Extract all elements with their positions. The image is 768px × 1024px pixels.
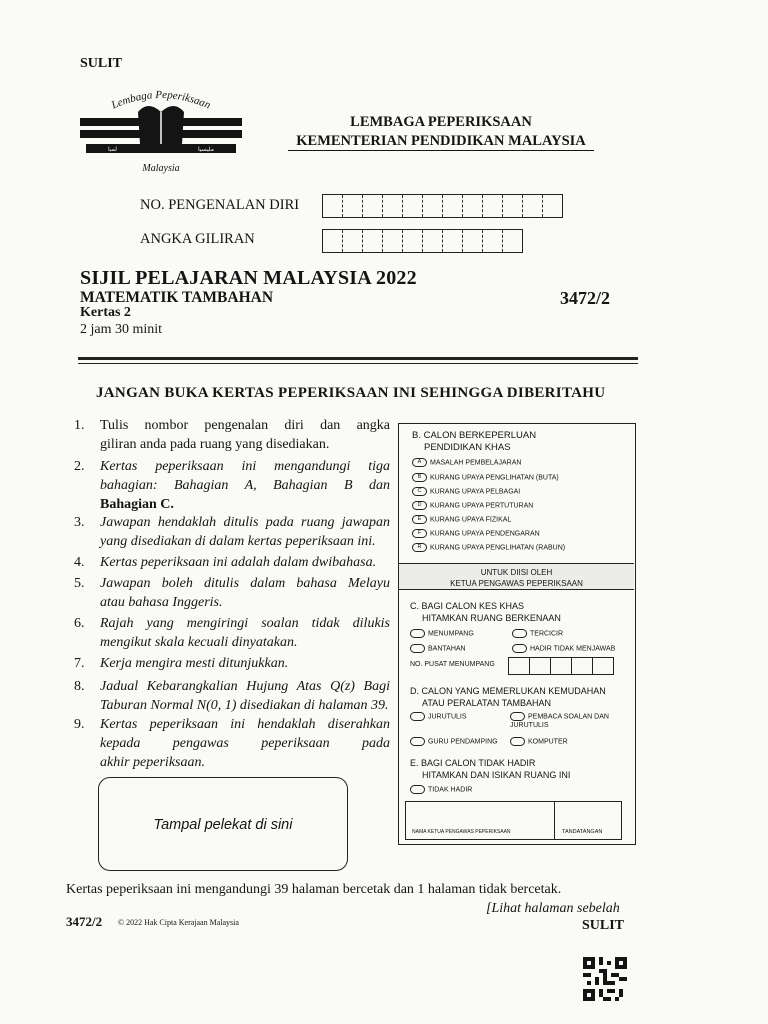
exam-board-logo	[78, 82, 244, 178]
exam-paper: Kertas 2	[80, 305, 131, 320]
special-need-option[interactable]: A MASALAH PEMBELAJARAN	[412, 458, 521, 467]
special-need-option[interactable]: R KURANG UPAYA PENGLIHATAN (RABUN)	[412, 543, 565, 552]
bubble-icon: A	[412, 458, 427, 467]
instruction-number: 1.	[74, 418, 85, 433]
board-name-line1: LEMBAGA PEPERIKSAAN	[350, 114, 532, 130]
special-need-option[interactable]: E KURANG UPAYA FIZIKAL	[412, 515, 511, 524]
qr-code-icon	[583, 957, 627, 1001]
special-need-option[interactable]: C KURANG UPAYA PELBAGAI	[412, 487, 520, 496]
id-number-label: NO. PENGENALAN DIRI	[140, 197, 300, 213]
bubble-icon: C	[412, 487, 427, 496]
bubble-icon	[410, 785, 425, 794]
instruction-text: Tulis nombor pengenalan diri dan angka giliran anda pada ruang yang disediakan.	[100, 418, 390, 452]
divider-rule-thin	[78, 363, 638, 364]
digit-box[interactable]	[443, 195, 463, 217]
bubble-icon	[512, 629, 527, 638]
board-underline	[288, 150, 594, 151]
instruction-number: 4.	[74, 555, 85, 570]
case-option[interactable]: HADIR TIDAK MENJAWAB	[512, 644, 615, 653]
svg-text:ﻣﻠﻴﺴﻴﺎ: ﻣﻠﻴﺴﻴﺎ	[198, 146, 215, 153]
section-c-title: C. BAGI CALON KES KHAS HITAMKAN RUANG BERKENAAN	[410, 601, 561, 623]
bubble-icon: F	[412, 529, 427, 538]
absent-option[interactable]: TIDAK HADIR	[410, 785, 472, 794]
digit-box[interactable]	[383, 195, 403, 217]
exam-duration: 2 jam 30 minit	[80, 322, 163, 337]
exam-title: SIJIL PELAJARAN MALAYSIA 2022	[80, 267, 417, 289]
exam-subject: MATEMATIK TAMBAHAN	[80, 289, 274, 306]
digit-box[interactable]	[463, 230, 483, 252]
divider-rule-thick	[78, 357, 638, 360]
digit-box[interactable]	[343, 230, 363, 252]
invigilator-name-label: NAMA KETUA PENGAWAS PEPERIKSAAN	[412, 829, 511, 835]
centre-number-boxes[interactable]	[508, 657, 614, 675]
instruction-number: 2.	[74, 459, 85, 474]
bubble-icon	[410, 644, 425, 653]
digit-box[interactable]	[403, 230, 423, 252]
digit-box[interactable]	[363, 195, 383, 217]
digit-box[interactable]	[483, 230, 503, 252]
special-need-option[interactable]: F KURANG UPAYA PENDENGARAN	[412, 529, 540, 538]
assistance-option[interactable]: JURUTULIS	[410, 712, 467, 721]
digit-box[interactable]	[403, 195, 423, 217]
signature-divider	[554, 802, 555, 839]
paper-code: 3472/2	[560, 288, 611, 308]
instruction-text: Jawapan hendaklah ditulis pada ruang jawapan yang disediakan di dalam kertas peperiksaan ini.	[100, 515, 390, 549]
signature-label: TANDATANGAN	[562, 829, 603, 835]
digit-box[interactable]	[443, 230, 463, 252]
turn-page-note: [Lihat halaman sebelah	[486, 901, 620, 916]
assistance-option[interactable]: KOMPUTER	[510, 737, 568, 746]
special-need-option[interactable]: D KURANG UPAYA PERTUTURAN	[412, 501, 533, 510]
instruction-text: Kertas peperiksaan ini adalah dalam dwibahasa.	[100, 555, 377, 570]
instruction-text: Kerja mengira mesti ditunjukkan.	[100, 656, 289, 671]
digit-box[interactable]	[523, 195, 543, 217]
digit-box[interactable]	[343, 195, 363, 217]
do-not-open-warning: JANGAN BUKA KERTAS PEPERIKSAAN INI SEHINGGA DIBERITAHU	[96, 385, 606, 401]
turn-number-label: ANGKA GILIRAN	[140, 231, 255, 247]
digit-box[interactable]	[543, 195, 562, 217]
official-use-banner: UNTUK DIISI OLEH KETUA PENGAWAS PEPERIKSAAN	[399, 563, 634, 590]
special-need-option[interactable]: B KURANG UPAYA PENGLIHATAN (BUTA)	[412, 473, 559, 482]
digit-box[interactable]	[483, 195, 503, 217]
signature-box[interactable]	[405, 801, 622, 840]
assistance-option[interactable]: PEMBACA SOALAN DAN JURUTULIS	[510, 713, 609, 730]
instruction-text: Jawapan boleh ditulis dalam bahasa Melayu atau bahasa Inggeris.	[100, 576, 390, 610]
digit-box[interactable]	[383, 230, 403, 252]
instruction-number: 7.	[74, 656, 85, 671]
bubble-icon: R	[412, 543, 427, 552]
instruction-number: 8.	[74, 679, 85, 694]
digit-box[interactable]	[423, 195, 443, 217]
exam-board-name	[288, 113, 594, 151]
instruction-text: Kertas peperiksaan ini hendaklah diserahkan kepada pengawas peperiksaan pada akhir peperiksaan.	[100, 717, 390, 770]
id-number-boxes[interactable]	[322, 194, 563, 218]
copyright-notice: © 2022 Hak Cipta Kerajaan Malaysia	[118, 918, 239, 927]
bubble-icon	[512, 644, 527, 653]
page-count-note: Kertas peperiksaan ini mengandungi 39 halaman bercetak dan 1 halaman tidak bercetak.	[66, 882, 562, 897]
bubble-icon	[410, 712, 425, 721]
digit-box[interactable]	[363, 230, 383, 252]
classification-label-bottom: SULIT	[582, 918, 625, 933]
instruction-text: Jadual Kebarangkalian Hujung Atas Q(z) Bagi Taburan Normal N(0, 1) disediakan di halaman 39.	[100, 679, 390, 713]
turn-number-boxes[interactable]	[322, 229, 523, 253]
bubble-icon: B	[412, 473, 427, 482]
bubble-icon: D	[412, 501, 427, 510]
instruction-number: 5.	[74, 576, 85, 591]
centre-number-label: NO. PUSAT MENUMPANG	[410, 661, 495, 668]
footer-paper-code: 3472/2	[66, 914, 103, 929]
digit-box[interactable]	[323, 230, 343, 252]
digit-box[interactable]	[323, 195, 343, 217]
svg-text:Lembaga Peperiksaan: Lembaga Peperiksaan	[109, 88, 213, 112]
bubble-icon: E	[412, 515, 427, 524]
section-b-title: B. CALON BERKEPERLUAN PENDIDIKAN KHAS	[412, 430, 537, 453]
digit-box[interactable]	[423, 230, 443, 252]
case-option[interactable]: TERCICIR	[512, 629, 563, 638]
bubble-icon	[510, 737, 525, 746]
bubble-icon	[510, 712, 525, 721]
case-option[interactable]: BANTAHAN	[410, 644, 466, 653]
instruction-number: 9.	[74, 717, 85, 732]
digit-box[interactable]	[503, 195, 523, 217]
bubble-icon	[410, 629, 425, 638]
instruction-number: 6.	[74, 616, 85, 631]
svg-text:ﻟﻤﺒﺎ: ﻟﻤﺒﺎ	[108, 146, 117, 153]
digit-box[interactable]	[463, 195, 483, 217]
svg-text:Malaysia: Malaysia	[142, 163, 180, 174]
classification-label: SULIT	[80, 56, 123, 71]
board-name-line2: KEMENTERIAN PENDIDIKAN MALAYSIA	[296, 133, 586, 149]
section-e-title: E. BAGI CALON TIDAK HADIR HITAMKAN DAN ISIKAN RUANG INI	[410, 758, 571, 780]
instruction-text: Rajah yang mengiringi soalan tidak dilukis mengikut skala kecuali dinyatakan.	[100, 616, 390, 650]
sticker-label: Tampal pelekat di sini	[153, 817, 293, 833]
instruction-number: 3.	[74, 515, 85, 530]
bubble-icon	[410, 737, 425, 746]
case-option[interactable]: MENUMPANG	[410, 629, 474, 638]
assistance-option[interactable]: GURU PENDAMPING	[410, 737, 498, 746]
section-d-title: D. CALON YANG MEMERLUKAN KEMUDAHAN ATAU PERALATAN TAMBAHAN	[410, 686, 606, 708]
digit-box[interactable]	[503, 230, 522, 252]
instruction-text: Kertas peperiksaan ini mengandungi tiga bahagian: Bahagian A, Bahagian B dan Bahagian C.	[100, 459, 390, 512]
